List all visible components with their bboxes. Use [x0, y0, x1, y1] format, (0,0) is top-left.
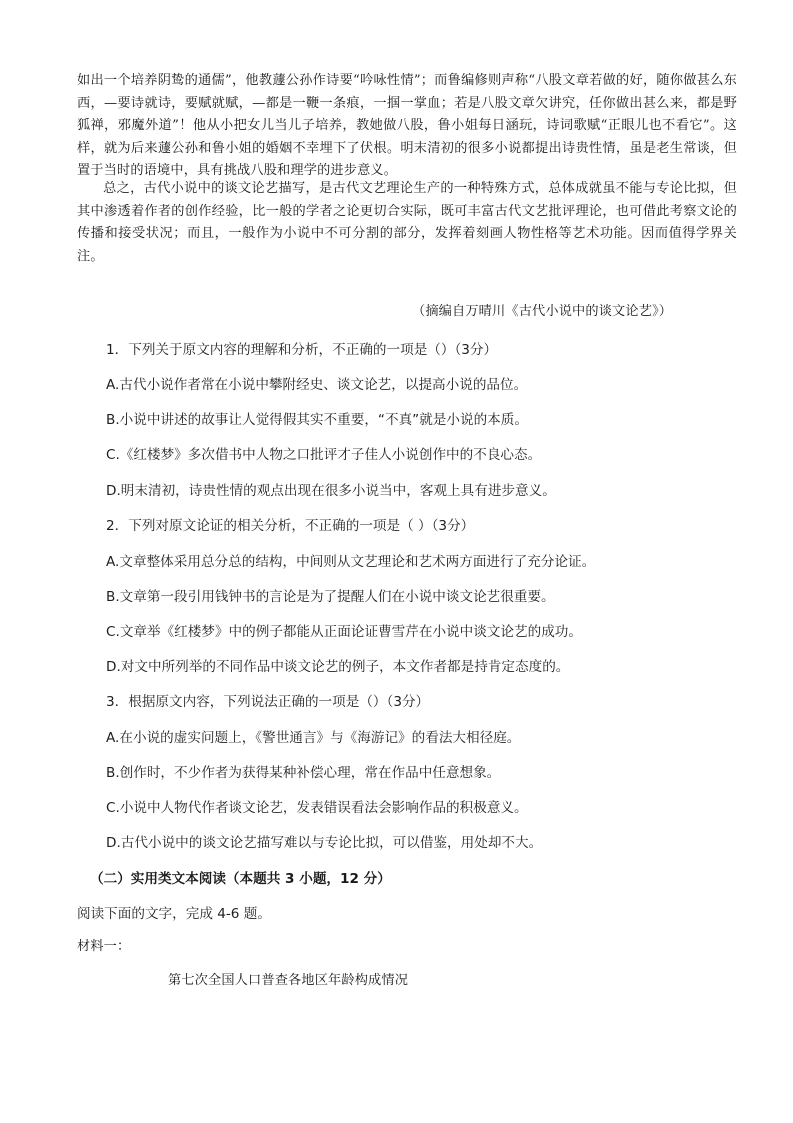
- section-heading: （二）实用类文本阅读（本题共 3 小题，12 分）: [90, 871, 391, 887]
- table-title: 第七次全国人口普查各地区年龄构成情况: [168, 973, 409, 988]
- question-3-option-d: D.古代小说中的谈文论艺描写难以与专论比拟，可以借鉴，用处却不大。: [106, 835, 543, 851]
- question-1-option-c: C.《红楼梦》多次借书中人物之口批评才子佳人小说创作中的不良心态。: [106, 447, 542, 463]
- question-3-option-c: C.小说中人物代作者谈文论艺，发表错误看法会影响作品的积极意义。: [106, 800, 528, 816]
- question-3-option-b: B.创作时，不少作者为获得某种补偿心理，常在作品中任意想象。: [106, 765, 501, 781]
- question-2-option-d: D.对文中所列举的不同作品中谈文论艺的例子，本文作者都是持肯定态度的。: [106, 659, 570, 675]
- question-2-option-b: B.文章第一段引用钱钟书的言论是为了提醒人们在小说中谈文论艺很重要。: [106, 589, 555, 605]
- material-label: 材料一：: [77, 939, 131, 954]
- question-2-option-a: A.文章整体采用总分总的结构，中间则从文艺理论和艺术两方面进行了充分论证。: [106, 554, 596, 570]
- section-instruction: 阅读下面的文字，完成 4-6 题。: [77, 906, 271, 922]
- passage-paragraph-1: 如出一个培养阴鸷的通儒”，他教蘧公孙作诗要“吟咏性情”；而鲁编修则声称“八股文章若做的好，随你做甚么东西，—要诗就诗，要赋就赋，—都是一鞭一条痕，一掴一掌血；若是八股文章欠讲究，任你做出甚么来，都是野狐禅，邪魔外道”！他从小把女儿当儿子培养，教她做八股，鲁小姐每日涵玩，诗词歌赋“正眼儿也不看它”。这样，就为后来蘧公孙和鲁小姐的婚姻不幸埋下了伏根。明末清初的很多小说都提出诗贵性情，虽是老生常谈，但置于当时的语境中，具有挑战八股和理学的进步意义。: [77, 73, 737, 179]
- question-1-option-b: B.小说中讲述的故事让人觉得假其实不重要，“不真”就是小说的本质。: [106, 412, 528, 428]
- question-1-option-d: D.明末清初，诗贵性情的观点出现在很多小说当中，客观上具有进步意义。: [106, 483, 556, 499]
- question-1-option-a: A.古代小说作者常在小说中攀附经史、谈文论艺，以提高小说的品位。: [106, 377, 528, 393]
- passage-paragraph-2-text: 总之，古代小说中的谈文论艺描写，是古代文艺理论生产的一种特殊方式，总体成就虽不能与专论比拟，但其中渗透着作者的创作经验，比一般的学者之论更切合实际，既可丰富古代文艺批评理论，也可借此考察文论的传播和接受状况；而且，一般作为小说中不可分割的部分，发挥着刻画人物性格等艺术功能。因而值得学界关注。: [77, 181, 737, 264]
- question-3-option-a: A.在小说的虚实问题上，《警世通言》与《海游记》的看法大相径庭。: [106, 730, 521, 746]
- passage-paragraph-2: [77, 178, 737, 268]
- passage-source: （摘编自万晴川《古代小说中的谈文论艺》）: [412, 304, 673, 319]
- question-3-stem: 3．根据原文内容，下列说法正确的一项是（）（3分）: [106, 694, 430, 710]
- question-1-stem: 1．下列关于原文内容的理解和分析，不正确的一项是（）（3分）: [106, 342, 498, 358]
- question-2-option-c: C.文章举《红楼梦》中的例子都能从正面论证曹雪芹在小说中谈文论艺的成功。: [106, 624, 582, 640]
- question-2-stem: 2．下列对原文论证的相关分析，不正确的一项是（ ）（3分）: [106, 518, 475, 534]
